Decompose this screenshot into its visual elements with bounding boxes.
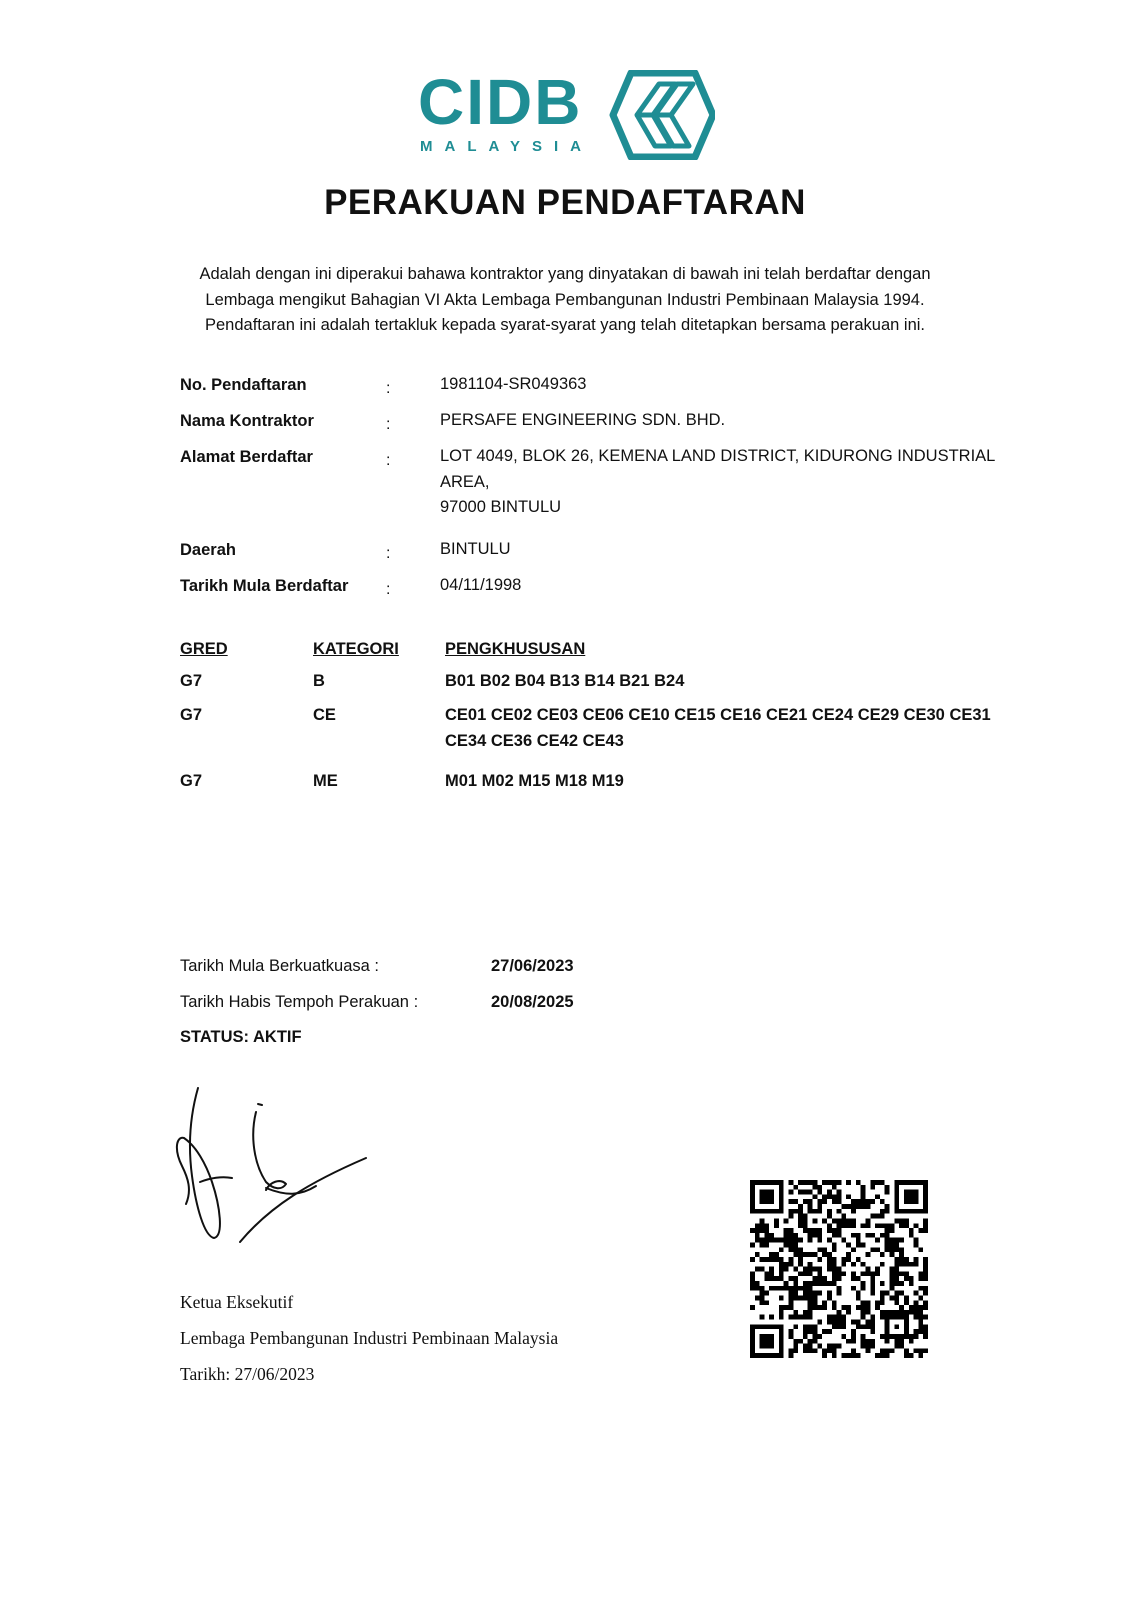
- cell-kategori: CE: [313, 706, 336, 724]
- logo-subtext: MALAYSIA: [420, 138, 593, 155]
- colon: :: [386, 581, 391, 598]
- signature-image: [170, 1086, 380, 1256]
- cell-kategori: B: [313, 672, 325, 690]
- tarikh-habis-value: 20/08/2025: [491, 993, 574, 1011]
- logo-wordmark: CIDB: [418, 66, 583, 138]
- nama-kontraktor-label: Nama Kontraktor: [180, 412, 314, 430]
- pengkhususan-line: CE34 CE36 CE42 CE43: [445, 731, 624, 750]
- header-pengkhususan: PENGKHUSUSAN: [445, 640, 586, 658]
- cell-gred: G7: [180, 672, 203, 690]
- signatory-date: Tarikh: 27/06/2023: [180, 1364, 315, 1384]
- signatory-title: Ketua Eksekutif: [180, 1292, 294, 1312]
- cell-gred: G7: [180, 772, 203, 790]
- alamat-line: 97000 BINTULU: [440, 498, 562, 516]
- status-text: STATUS: AKTIF: [180, 1028, 302, 1046]
- daerah-label: Daerah: [180, 541, 236, 559]
- page-title: PERAKUAN PENDAFTARAN: [324, 183, 806, 222]
- nama-kontraktor-value: PERSAFE ENGINEERING SDN. BHD.: [440, 411, 726, 429]
- alamat-line: AREA,: [440, 472, 490, 491]
- colon: :: [386, 416, 391, 433]
- tarikh-mula-label: Tarikh Mula Berdaftar: [180, 577, 349, 595]
- alamat-label: Alamat Berdaftar: [180, 448, 313, 466]
- cell-pengkhususan: [445, 703, 1035, 754]
- cell-pengkhususan: M01 M02 M15 M18 M19: [445, 772, 624, 790]
- cidb-logo: [418, 66, 708, 160]
- cell-pengkhususan: B01 B02 B04 B13 B14 B21 B24: [445, 672, 685, 690]
- intro-line: Lembaga mengikut Bahagian VI Akta Lembaga Pembangunan Industri Pembinaan Malaysia 1994.: [205, 290, 925, 309]
- tarikh-berkuatkuasa-label: Tarikh Mula Berkuatkuasa :: [180, 957, 380, 975]
- alamat-line: LOT 4049, BLOK 26, KEMENA LAND DISTRICT, KIDURONG INDUSTRIAL: [440, 447, 996, 465]
- tarikh-habis-label: Tarikh Habis Tempoh Perakuan :: [180, 993, 419, 1011]
- header-gred: GRED: [180, 640, 228, 658]
- qr-code-icon: [750, 1180, 928, 1358]
- cell-kategori: ME: [313, 772, 338, 790]
- no-pendaftaran-label: No. Pendaftaran: [180, 376, 307, 394]
- intro-line: Adalah dengan ini diperakui bahawa kontraktor yang dinyatakan di bawah ini telah berdaftar dengan: [199, 265, 931, 283]
- intro-paragraph: [100, 262, 1030, 339]
- colon: :: [386, 452, 391, 469]
- no-pendaftaran-value: 1981104-SR049363: [440, 375, 587, 393]
- cidb-hexagon-icon: [603, 70, 715, 160]
- signatory-org: Lembaga Pembangunan Industri Pembinaan Malaysia: [180, 1328, 559, 1348]
- colon: :: [386, 545, 391, 562]
- intro-line: Pendaftaran ini adalah tertakluk kepada syarat-syarat yang telah ditetapkan bersama perakuan ini.: [204, 316, 926, 334]
- daerah-value: BINTULU: [440, 540, 511, 558]
- cell-gred: G7: [180, 706, 203, 724]
- tarikh-mula-value: 04/11/1998: [440, 576, 522, 594]
- alamat-value: [440, 444, 1040, 521]
- colon: :: [386, 380, 391, 397]
- pengkhususan-line: CE01 CE02 CE03 CE06 CE10 CE15 CE16 CE21 CE24 CE29 CE30 CE31: [445, 706, 991, 724]
- tarikh-berkuatkuasa-value: 27/06/2023: [491, 957, 574, 975]
- header-kategori: KATEGORI: [313, 640, 399, 658]
